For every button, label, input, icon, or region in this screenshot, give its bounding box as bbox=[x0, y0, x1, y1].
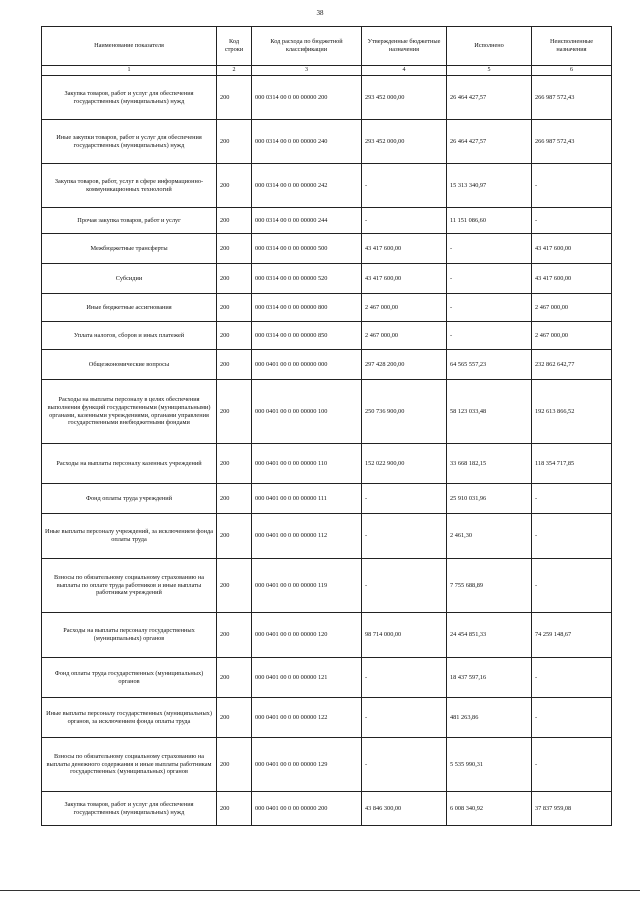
column-header-executed: Исполнено bbox=[447, 27, 532, 66]
table-row bbox=[42, 76, 612, 120]
row-line-code: 200 bbox=[217, 322, 252, 350]
row-budget-code: 000 0314 00 0 00 00000 200 bbox=[252, 76, 362, 120]
column-number: 6 bbox=[532, 66, 612, 76]
table-row bbox=[42, 792, 612, 826]
row-approved: - bbox=[362, 514, 447, 559]
table-row bbox=[42, 613, 612, 658]
table-row bbox=[42, 698, 612, 738]
row-name: Закупка товаров, работ и услуг для обеспечения государственных (муниципальных) нужд bbox=[42, 792, 217, 826]
row-executed: 15 313 340,97 bbox=[447, 164, 532, 208]
row-approved: - bbox=[362, 484, 447, 514]
row-budget-code: 000 0401 00 0 00 00000 119 bbox=[252, 559, 362, 613]
row-executed: 58 123 033,48 bbox=[447, 380, 532, 444]
row-approved: - bbox=[362, 658, 447, 698]
row-name: Общеэкономические вопросы bbox=[42, 350, 217, 380]
table-row bbox=[42, 120, 612, 164]
row-name: Расходы на выплаты персоналу в целях обеспечения выполнения функций государственными (муниципальными) органами, казенными учреждениями, органами управления государственными внебюджетными фондами bbox=[42, 380, 217, 444]
row-name: Фонд оплаты труда учреждений bbox=[42, 484, 217, 514]
row-unexecuted: 192 613 866,52 bbox=[532, 380, 612, 444]
row-approved: 2 467 000,00 bbox=[362, 294, 447, 322]
row-line-code: 200 bbox=[217, 738, 252, 792]
row-name: Субсидии bbox=[42, 264, 217, 294]
row-budget-code: 000 0314 00 0 00 00000 520 bbox=[252, 264, 362, 294]
row-name: Закупка товаров, работ и услуг для обеспечения государственных (муниципальных) нужд bbox=[42, 76, 217, 120]
budget-execution-table bbox=[41, 26, 612, 826]
row-unexecuted: - bbox=[532, 484, 612, 514]
row-executed: - bbox=[447, 264, 532, 294]
column-number: 4 bbox=[362, 66, 447, 76]
row-budget-code: 000 0401 00 0 00 00000 111 bbox=[252, 484, 362, 514]
row-unexecuted: - bbox=[532, 658, 612, 698]
row-line-code: 200 bbox=[217, 208, 252, 234]
row-approved: 43 417 600,00 bbox=[362, 264, 447, 294]
row-approved: - bbox=[362, 208, 447, 234]
row-unexecuted: - bbox=[532, 738, 612, 792]
row-approved: 293 452 000,00 bbox=[362, 120, 447, 164]
row-unexecuted: 43 417 600,00 bbox=[532, 234, 612, 264]
row-approved: - bbox=[362, 698, 447, 738]
column-number: 5 bbox=[447, 66, 532, 76]
row-executed: 64 565 557,23 bbox=[447, 350, 532, 380]
row-executed: - bbox=[447, 294, 532, 322]
bottom-rule bbox=[0, 890, 640, 891]
column-number-row bbox=[42, 66, 612, 76]
row-budget-code: 000 0401 00 0 00 00000 112 bbox=[252, 514, 362, 559]
row-budget-code: 000 0401 00 0 00 00000 000 bbox=[252, 350, 362, 380]
table-row bbox=[42, 514, 612, 559]
page-number: 38 bbox=[316, 9, 324, 17]
row-approved: - bbox=[362, 738, 447, 792]
row-unexecuted: - bbox=[532, 164, 612, 208]
row-name: Взносы по обязательному социальному страхованию на выплаты денежного содержания и иные выплаты работникам государственных (муниципальных) органов bbox=[42, 738, 217, 792]
row-line-code: 200 bbox=[217, 120, 252, 164]
row-approved: 98 714 000,00 bbox=[362, 613, 447, 658]
row-executed: - bbox=[447, 322, 532, 350]
row-budget-code: 000 0401 00 0 00 00000 110 bbox=[252, 444, 362, 484]
row-executed: 5 535 990,31 bbox=[447, 738, 532, 792]
row-executed: 481 263,86 bbox=[447, 698, 532, 738]
row-unexecuted: 2 467 000,00 bbox=[532, 294, 612, 322]
row-line-code: 200 bbox=[217, 613, 252, 658]
row-line-code: 200 bbox=[217, 658, 252, 698]
row-budget-code: 000 0401 00 0 00 00000 200 bbox=[252, 792, 362, 826]
row-name: Расходы на выплаты персоналу казенных учреждений bbox=[42, 444, 217, 484]
row-unexecuted: - bbox=[532, 514, 612, 559]
table-row bbox=[42, 559, 612, 613]
row-name: Закупка товаров, работ, услуг в сфере информационно-коммуникационных технологий bbox=[42, 164, 217, 208]
column-number: 1 bbox=[42, 66, 217, 76]
row-unexecuted: 43 417 600,00 bbox=[532, 264, 612, 294]
row-unexecuted: 2 467 000,00 bbox=[532, 322, 612, 350]
row-name: Расходы на выплаты персоналу государственных (муниципальных) органов bbox=[42, 613, 217, 658]
row-executed: 6 008 340,92 bbox=[447, 792, 532, 826]
row-approved: 43 417 600,00 bbox=[362, 234, 447, 264]
table-row bbox=[42, 380, 612, 444]
row-line-code: 200 bbox=[217, 559, 252, 613]
row-unexecuted: 37 837 959,08 bbox=[532, 792, 612, 826]
row-unexecuted: - bbox=[532, 208, 612, 234]
row-approved: 2 467 000,00 bbox=[362, 322, 447, 350]
row-executed: 33 668 182,15 bbox=[447, 444, 532, 484]
row-unexecuted: 232 862 642,77 bbox=[532, 350, 612, 380]
column-header-unexecuted: Неисполненные назначения bbox=[532, 27, 612, 66]
row-executed: 24 454 851,33 bbox=[447, 613, 532, 658]
row-approved: 152 022 900,00 bbox=[362, 444, 447, 484]
row-budget-code: 000 0314 00 0 00 00000 242 bbox=[252, 164, 362, 208]
row-executed: 11 151 086,60 bbox=[447, 208, 532, 234]
row-line-code: 200 bbox=[217, 792, 252, 826]
column-header-line-code: Код строки bbox=[217, 27, 252, 66]
row-line-code: 200 bbox=[217, 698, 252, 738]
column-number: 2 bbox=[217, 66, 252, 76]
row-budget-code: 000 0314 00 0 00 00000 500 bbox=[252, 234, 362, 264]
row-line-code: 200 bbox=[217, 444, 252, 484]
table-row bbox=[42, 484, 612, 514]
row-unexecuted: 266 987 572,43 bbox=[532, 76, 612, 120]
row-unexecuted: 74 259 148,67 bbox=[532, 613, 612, 658]
table-row bbox=[42, 264, 612, 294]
row-name: Иные бюджетные ассигнования bbox=[42, 294, 217, 322]
row-name: Иные выплаты персоналу учреждений, за исключением фонда оплаты труда bbox=[42, 514, 217, 559]
row-approved: 43 846 300,00 bbox=[362, 792, 447, 826]
row-name: Уплата налогов, сборов и иных платежей bbox=[42, 322, 217, 350]
row-line-code: 200 bbox=[217, 514, 252, 559]
row-name: Взносы по обязательному социальному страхованию на выплаты по оплате труда работников и иные выплаты работникам учреждений bbox=[42, 559, 217, 613]
row-executed: - bbox=[447, 234, 532, 264]
table-row bbox=[42, 444, 612, 484]
row-executed: 26 464 427,57 bbox=[447, 76, 532, 120]
row-line-code: 200 bbox=[217, 484, 252, 514]
row-budget-code: 000 0314 00 0 00 00000 800 bbox=[252, 294, 362, 322]
row-approved: 250 736 900,00 bbox=[362, 380, 447, 444]
row-name: Фонд оплаты труда государственных (муниципальных) органов bbox=[42, 658, 217, 698]
row-budget-code: 000 0401 00 0 00 00000 129 bbox=[252, 738, 362, 792]
row-unexecuted: - bbox=[532, 559, 612, 613]
table-header-row bbox=[42, 27, 612, 66]
row-executed: 7 755 688,89 bbox=[447, 559, 532, 613]
table-row bbox=[42, 208, 612, 234]
row-executed: 18 437 597,16 bbox=[447, 658, 532, 698]
row-unexecuted: 118 354 717,85 bbox=[532, 444, 612, 484]
table-row bbox=[42, 234, 612, 264]
row-name: Иные закупки товаров, работ и услуг для обеспечения государственных (муниципальных) нужд bbox=[42, 120, 217, 164]
column-header-budget-code: Код расхода по бюджетной классификации bbox=[252, 27, 362, 66]
row-approved: 297 428 200,00 bbox=[362, 350, 447, 380]
row-approved: 293 452 000,00 bbox=[362, 76, 447, 120]
row-budget-code: 000 0401 00 0 00 00000 100 bbox=[252, 380, 362, 444]
row-name: Иные выплаты персоналу государственных (муниципальных) органов, за исключением фонда оплаты труда bbox=[42, 698, 217, 738]
row-budget-code: 000 0401 00 0 00 00000 121 bbox=[252, 658, 362, 698]
column-header-name: Наименование показателя bbox=[42, 27, 217, 66]
table-row bbox=[42, 658, 612, 698]
row-budget-code: 000 0314 00 0 00 00000 244 bbox=[252, 208, 362, 234]
row-executed: 2 461,30 bbox=[447, 514, 532, 559]
row-line-code: 200 bbox=[217, 76, 252, 120]
row-budget-code: 000 0401 00 0 00 00000 120 bbox=[252, 613, 362, 658]
row-budget-code: 000 0314 00 0 00 00000 850 bbox=[252, 322, 362, 350]
row-approved: - bbox=[362, 164, 447, 208]
row-approved: - bbox=[362, 559, 447, 613]
row-budget-code: 000 0401 00 0 00 00000 122 bbox=[252, 698, 362, 738]
row-line-code: 200 bbox=[217, 294, 252, 322]
row-line-code: 200 bbox=[217, 164, 252, 208]
row-executed: 26 464 427,57 bbox=[447, 120, 532, 164]
table-row bbox=[42, 350, 612, 380]
column-number: 3 bbox=[252, 66, 362, 76]
table-row bbox=[42, 164, 612, 208]
row-unexecuted: - bbox=[532, 698, 612, 738]
table-row bbox=[42, 738, 612, 792]
row-line-code: 200 bbox=[217, 350, 252, 380]
row-executed: 25 910 031,96 bbox=[447, 484, 532, 514]
row-budget-code: 000 0314 00 0 00 00000 240 bbox=[252, 120, 362, 164]
row-name: Межбюджетные трансферты bbox=[42, 234, 217, 264]
row-line-code: 200 bbox=[217, 234, 252, 264]
column-header-approved: Утвержденные бюджетные назначения bbox=[362, 27, 447, 66]
row-line-code: 200 bbox=[217, 380, 252, 444]
row-line-code: 200 bbox=[217, 264, 252, 294]
row-name: Прочая закупка товаров, работ и услуг bbox=[42, 208, 217, 234]
table-row bbox=[42, 294, 612, 322]
table-row bbox=[42, 322, 612, 350]
row-unexecuted: 266 987 572,43 bbox=[532, 120, 612, 164]
